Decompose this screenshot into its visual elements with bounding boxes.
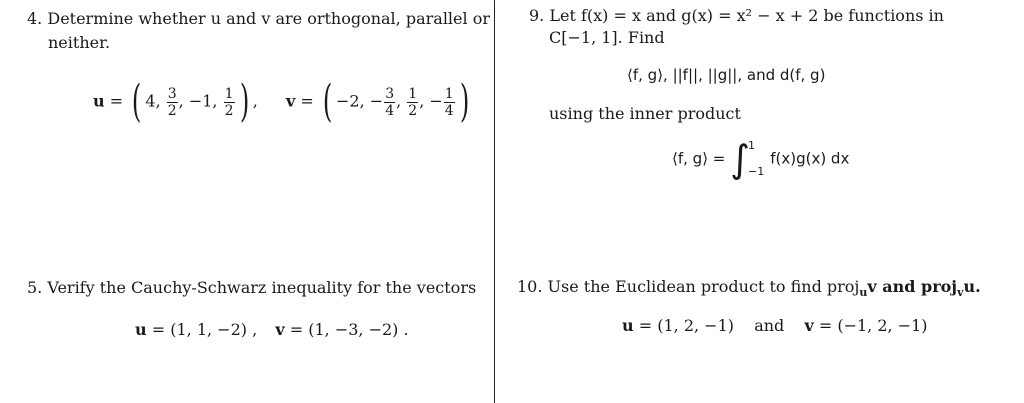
integral-limits: 1 −1 xyxy=(747,139,765,178)
integral-sign: ∫ xyxy=(730,137,750,181)
right-paren: ) xyxy=(459,76,470,127)
problem-10-vectors: u = (1, 2, −1) and v = (−1, 2, −1) xyxy=(622,316,928,335)
u-first: 4, xyxy=(145,91,161,111)
integrand: f(x)g(x) dx xyxy=(770,149,850,168)
u-fraction-2: $\frac{1}{2}$ xyxy=(224,85,234,119)
v-first: −2, − xyxy=(336,91,384,111)
u-vector-label: u xyxy=(622,316,634,335)
problem-4-line-1 xyxy=(27,9,490,28)
u-vector-label: u xyxy=(135,320,147,339)
problem-4-number: 4. xyxy=(27,9,43,28)
problem-10-text-c: u. xyxy=(963,277,981,296)
v-vector-label: v xyxy=(275,320,285,339)
problem-5-vectors: u = (1, 1, −2) , v = (1, −3, −2) . xyxy=(135,320,409,339)
v-fraction-2: $\frac{1}{2}$ xyxy=(408,85,418,119)
problem-4-text: Determine whether u and v are orthogonal, parallel or xyxy=(47,9,490,28)
problem-5-number: 5. xyxy=(27,278,43,297)
right-paren: ) xyxy=(239,76,249,127)
problem-9-inner-product xyxy=(672,137,850,181)
problem-9-find-list: ⟨f, g⟩, ||f||, ||g||, and d(f, g) xyxy=(627,66,826,84)
left-paren: ( xyxy=(132,76,142,127)
v-vector-label: v xyxy=(285,91,296,111)
problem-9-number: 9. xyxy=(529,6,545,25)
problem-9-line-2: C[−1, 1]. Find xyxy=(549,28,665,47)
problem-10-number: 10. xyxy=(517,277,543,296)
problem-10-line xyxy=(517,277,981,300)
column-divider xyxy=(494,0,495,403)
problem-9-line-1 xyxy=(529,6,944,25)
inner-product-lhs: ⟨f, g⟩ = xyxy=(672,149,726,168)
proj-subscript-2: v xyxy=(957,286,964,300)
u-vector-label: u xyxy=(93,91,105,111)
problem-5-text: Verify the Cauchy-Schwarz inequality for the vectors xyxy=(47,278,477,297)
problem-4-line-2: neither. xyxy=(48,33,111,52)
v-fraction-3: $\frac{1}{4}$ xyxy=(444,85,454,119)
left-paren: ( xyxy=(322,76,333,127)
problem-9-text: Let f(x) = x and g(x) = x² − x + 2 be functions in xyxy=(549,6,944,25)
problem-10-text-a: Use the Euclidean product to find proj xyxy=(547,277,860,296)
and-word: and xyxy=(754,316,785,335)
problem-4-vectors: u = ( 4, $\frac{3}{2}$ , −1, $\frac{1}{2}$ ) , v = ( −2, − $\frac{3}{4}$ , $\frac{1}{2}$ , − $\frac{1}{4}$ ) xyxy=(93,76,470,127)
problem-5-line xyxy=(27,278,476,297)
v-fraction-1: $\frac{3}{4}$ xyxy=(385,85,395,119)
v-value: (−1, 2, −1) xyxy=(837,316,928,335)
problem-9-using: using the inner product xyxy=(549,104,741,123)
u-mid: , −1, xyxy=(178,91,218,111)
v-vector-label: v xyxy=(804,316,814,335)
proj-subscript-1: u xyxy=(859,286,868,300)
problem-10-text-b: v and proj xyxy=(867,277,958,296)
u-value: (1, 1, −2) , xyxy=(170,320,258,339)
v-value: (1, −3, −2) . xyxy=(308,320,409,339)
u-fraction-1: $\frac{3}{2}$ xyxy=(167,85,177,119)
u-value: (1, 2, −1) xyxy=(657,316,734,335)
